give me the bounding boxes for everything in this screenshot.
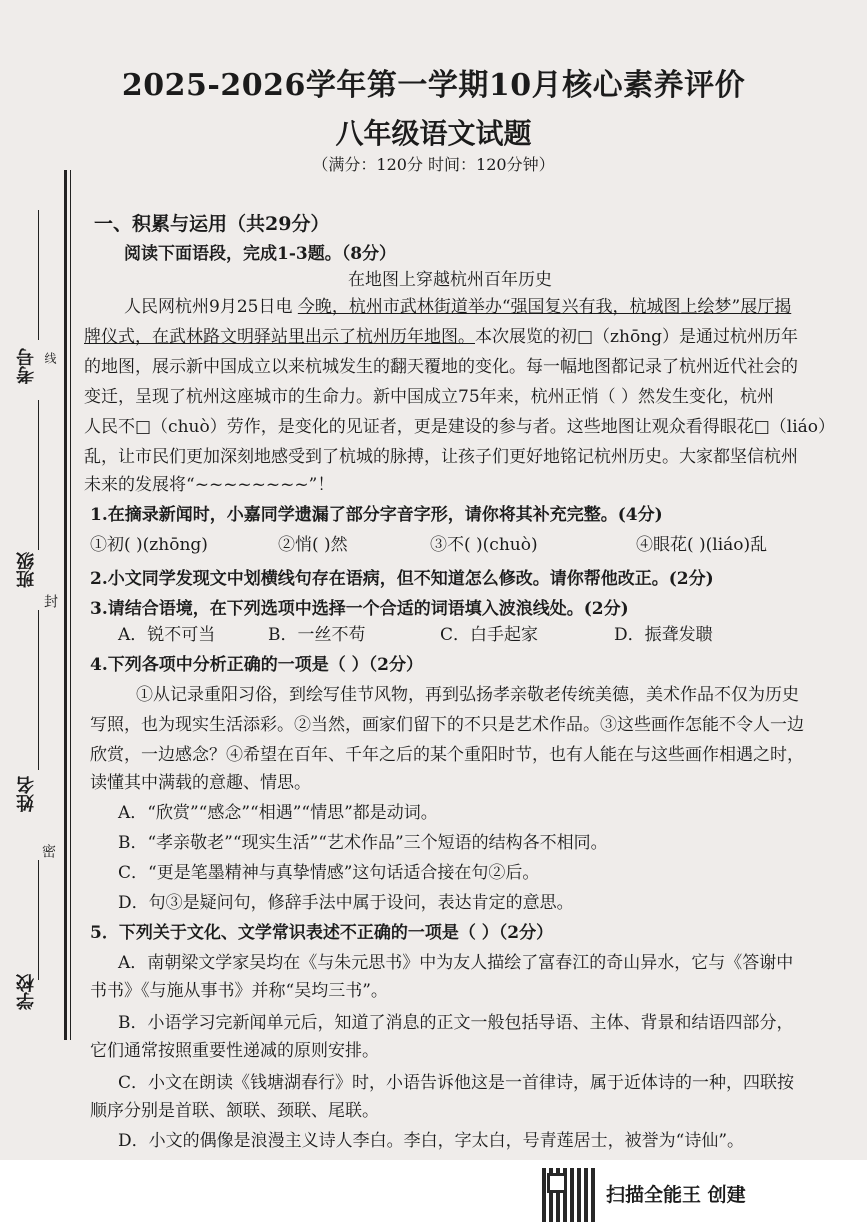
q1-option-2: ②悄( )然 [278,535,348,555]
q1-option-4: ④眼花( )(liáo)乱 [636,535,768,555]
q4-passage-line-3: 欣赏，一边感念？④希望在百年、千年之后的某个重阳时节，也有人能在与这些画作相遇之时， [90,745,804,765]
passage-line-6: 乱，让市民们更加深刻地感受到了杭城的脉搏，让孩子们更好地铭记杭州历史。大家都坚信杭州 [84,447,798,467]
question-4: 4.下列各项中分析正确的一项是（ ）（2分） [90,655,423,675]
xingming-blank [38,610,39,770]
label-mi: 密 [40,844,56,858]
q3-option-c: C．白手起家 [440,625,539,645]
q3-option-a: A．锐不可当 [118,625,216,645]
q4-option-b: B．“孝亲敬老”“现实生活”“艺术作品”三个短语的结构各不相同。 [118,833,608,853]
label-xingming: 姓名 [16,776,37,812]
q3-option-d: D．振聋发聩 [614,625,713,645]
q4-passage-line-4: 读懂其中满载的意趣、情思。 [90,773,311,793]
passage-underlined-2: 牌仪式，在武林路文明驿站里出示了杭州历年地图。 [84,327,475,347]
passage-line-4: 变迁，呈现了杭州这座城市的生命力。新中国成立75年来，杭州正悄（ ）然发生变化，杭州 [84,387,775,407]
passage-underlined-1: 今晚，杭州市武林街道举办“强国复兴有我，杭城图上绘梦”展厅揭 [297,297,792,317]
passage-line-1 [124,292,791,317]
scanner-watermark: 扫描全能王 创建 [606,1184,746,1206]
question-5: 5．下列关于文化、文学常识表述不正确的一项是（ ）（2分） [90,923,554,943]
passage-dateline: 人民网杭州9月25日电 [124,297,298,317]
q5-option-c-line-2: 顺序分别是首联、颔联、颈联、尾联。 [90,1101,379,1121]
qr-finder-pattern [547,1173,567,1193]
question-3: 3.请结合语境，在下列选项中选择一个合适的词语填入波浪线处。(2分) [90,599,629,619]
banji-blank [38,400,39,550]
passage-line-2-rest: 本次展览的初□（zhōng）是通过杭州历年 [475,327,799,347]
q4-passage-line-2: 写照，也为现实生活添彩。②当然，画家们留下的不只是艺术作品。③这些画作怎能不令人一边 [90,715,804,735]
label-banji: 班级 [16,552,37,588]
q1-option-1: ①初( )(zhōng) [90,535,208,555]
q4-option-a: A．“欣赏”“感念”“相遇”“情思”都是动词。 [118,803,438,823]
q1-option-3: ③不( )(chuò) [430,535,538,555]
q4-passage-line-1: ①从记录重阳习俗，到绘写佳节风物，再到弘扬孝亲敬老传统美德，美术作品不仅为历史 [136,685,799,705]
q5-option-a-line-1: A．南朝梁文学家吴均在《与朱元思书》中为友人描绘了富春江的奇山异水，它与《答谢中 [118,953,794,973]
xuexiao-blank [38,860,39,980]
binding-line-thick [64,170,67,1040]
wavy-blank: ~~~~~~~~ [194,475,309,495]
q4-option-c: C．“更是笔墨精神与真挚情感”这句话适合接在句②后。 [118,863,540,883]
q4-option-d: D．句③是疑问句，修辞手法中属于设问，表达肯定的意思。 [118,893,574,913]
passage-line-3: 的地图，展示新中国成立以来杭城发生的翻天覆地的变化。每一幅地图都记录了杭州近代社会的 [84,357,798,377]
passage-line-5: 人民不□（chuò）劳作，是变化的见证者，更是建设的参与者。这些地图让观众看得眼花□（liáo） [84,417,836,437]
passage-line-2 [84,322,798,347]
label-kaohao: 考号 [16,348,37,384]
label-xuexiao: 学校 [16,974,37,1010]
passage-line-7 [84,470,334,495]
passage-line-7-pre: 未来的发展将“ [84,475,195,495]
label-feng: 封 [42,594,58,608]
article-title: 在地图上穿越杭州百年历史 [348,270,552,290]
passage-line-7-post: ”！ [308,475,335,495]
binding-line-thin [70,170,71,1040]
section-title: 一、积累与运用（共29分） [94,213,330,235]
exam-title: 2025-2026学年第一学期10月核心素养评价 [121,68,746,103]
q5-option-b-line-1: B．小语学习完新闻单元后，知道了消息的正文一般包括导语、主体、背景和结语四部分， [118,1013,794,1033]
question-2: 2.小文同学发现文中划横线句存在语病，但不知道怎么修改。请你帮他改正。(2分) [90,569,714,589]
q5-option-d: D．小文的偶像是浪漫主义诗人李白。李白，字太白，号青莲居士，被誉为“诗仙”。 [118,1131,745,1151]
exam-subtitle: 八年级语文试题 [335,117,532,150]
kaohao-blank [38,210,39,340]
label-xian: 线 [43,352,57,364]
q5-option-a-line-2: 书书》《与施从事书》并称“吴均三书”。 [90,981,388,1001]
qr-code-icon [542,1168,596,1222]
exam-meta: （满分：120分 时间：120分钟） [312,155,555,174]
section-intro: 阅读下面语段，完成1-3题。（8分） [124,244,397,264]
q5-option-b-line-2: 它们通常按照重要性递减的原则安排。 [90,1041,379,1061]
q3-option-b: B．一丝不苟 [268,625,366,645]
q5-option-c-line-1: C．小文在朗读《钱塘湖春行》时，小语告诉他这是一首律诗，属于近体诗的一种，四联按 [118,1073,795,1093]
question-1: 1.在摘录新闻时，小嘉同学遗漏了部分字音字形，请你将其补充完整。(4分) [90,505,663,525]
